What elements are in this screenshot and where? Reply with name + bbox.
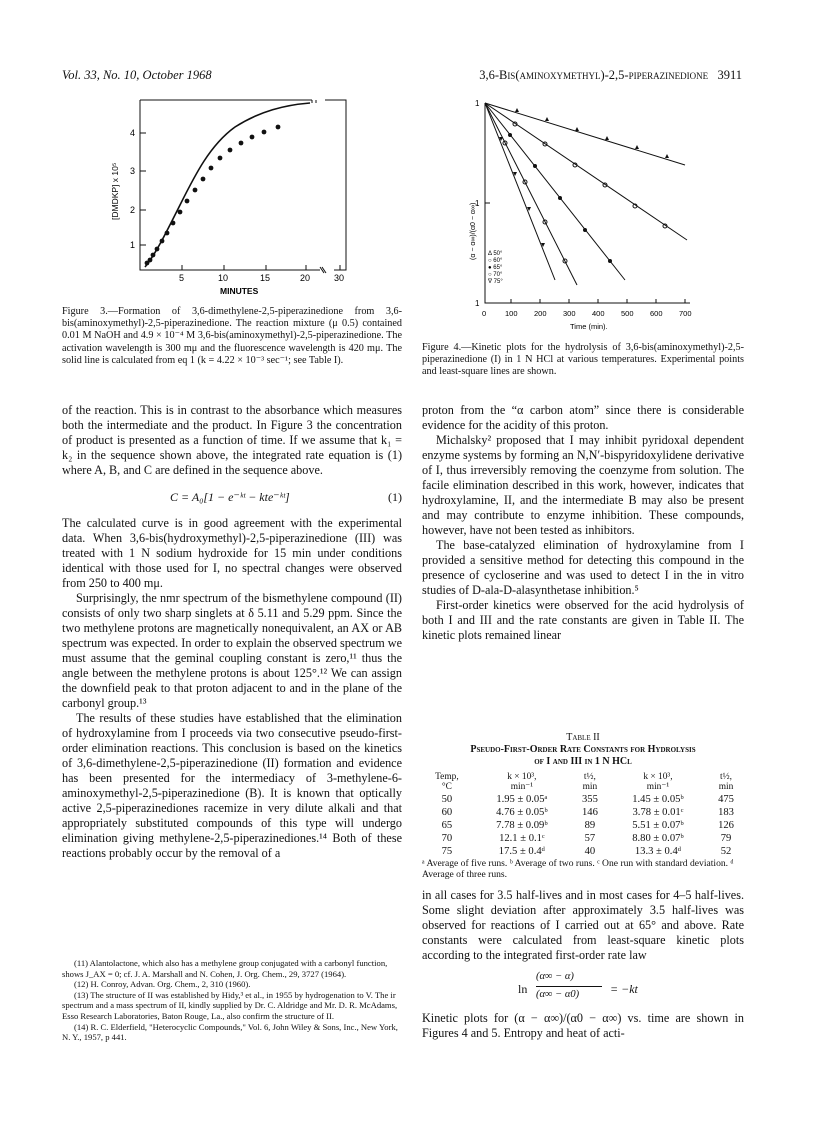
figure-4-legend [487,251,503,285]
equation-2-rhs: = −kt [610,982,638,996]
figure-4-axes [485,103,690,303]
figure-4-x-tick: 500 [621,309,634,318]
figure-4-fit-lines [485,103,687,285]
figure-3-y-tick: 3 [130,166,136,176]
figure-4-y-tick: 1 [475,299,480,308]
equation-2-fraction-bar [536,986,602,987]
body-paragraph: in all cases for 3.5 half-lives and in most cases for 4–5 half-lives. Some slight deviation after approximately 3.5 half-lives was observed for reactions of I carried out at 65° and above. Rate constants were calculated from least-square kinetic plots according to the integrated first-order rate law [422,888,744,962]
figure-4-x-tick: 700 [679,309,692,318]
figure-3-calculated-curve [145,103,310,267]
figure-3-x-tick: 15 [260,273,271,283]
equation-2-numerator: (α∞ − α) [536,971,574,982]
right-column-top [422,403,744,643]
body-paragraph: of the reaction. This is in contrast to the absorbance which measures both the intermediate and the product. In Figure 3 the concentration of product is presented as a function of time. If we assume that k₁ = k₂ in the sequence shown above, the integrated rate equation is (1) where A, B, and C are defined in the sequence above. [62,403,402,477]
figure-4-y-axis-label: (α − α∞)/(α0 − α∞) [470,202,477,260]
table-2-notes: ᵃ Average of five runs. ᵇ Average of two runs. ᶜ One run with standard deviation. ᵈ Average of three runs. [422,858,734,880]
figure-3-x-axis-label: MINUTES [220,286,259,296]
table-header-cell: t½, min [582,772,598,792]
table-row: 60 4.76 ± 0.05ᵇ 146 3.78 ± 0.01ᶜ 183 [441,807,734,818]
figure-4-x-tick: 100 [505,309,518,318]
figure-4-plot [455,95,710,335]
body-paragraph: Michalsky² proposed that I may inhibit pyridoxal dependent enzyme systems by forming an N,N′-bispyridoxylidene derivative of I, thus irreversibly removing the coenzyme from solution. The facile elimination described in this work, however, indicates that hydroxylamine, II, and the intermediate B may also be present and may contribute to enzyme inhibition. These compounds, however, have not been tested as inhibitors. [422,433,744,537]
page-number: 3911 [717,68,742,82]
table-header-cell: k × 10³, min⁻¹ [643,772,673,792]
figure-4-x-tick: 600 [650,309,663,318]
body-paragraph: The calculated curve is in good agreement with the experimental data. When 3,6-bis(hydroxymethyl)-2,5-piperazinedione (III) was treated with 1 N sodium hydroxide for 15 min under conditions identical with those used for I, no spectral changes were observed from 250 to 400 mμ. [62,516,402,590]
body-paragraph: Kinetic plots for (α − α∞)/(α0 − α∞) vs. time are shown in Figures 4 and 5. Entropy and heat of acti- [422,1011,744,1040]
table-header-row [422,771,744,793]
left-column [62,403,402,861]
figure-4-data-points [499,108,669,263]
right-column-bottom [422,888,744,1041]
table-header-cell: t½, min [718,772,734,792]
table-header-cell: k × 10³, min⁻¹ [507,772,537,792]
figure-4-legend-item: Δ 50° [488,251,503,257]
body-paragraph: proton from the “α carbon atom” since there is considerable evidence for the acidity of this proton. [422,403,744,432]
footnote: (12) H. Conroy, Advan. Org. Chem., 2, 310 (1960). [74,979,251,990]
figure-3-data-points [145,125,281,266]
figure-3-axes [140,100,346,273]
equation-2-ln: ln [518,982,528,996]
body-paragraph: The results of these studies have established that the elimination of hydroxylamine from I proceeds via two consecutive pseudo-first-order elimination reactions. This conclusion is based on the kinetics of 3,6-dimethylene-2,5-piperazinedione (II) formation and evidence has been presented for the intermediacy of 3-methylene-6-aminoxymethyl-2,5-piperazinedione (B). It is known that optically active 2,5-piperazinediones racemize in very dilute alkali and that appropriately substituted compounds of this type will undergo elimination giving methylene-2,5-piperazinediones.¹⁴ Both of these reactions probably occur by the removal of a [62,711,402,860]
footnote: (11) Alantolactone, which also has a methylene group conjugated with a carbonyl function, shows J_AX = 0; cf. J. A. Marshall and N. Cohen, J. Org. Chem., 29, 3727 (1964). [62,958,388,979]
figure-4-x-tick: 0 [482,309,487,318]
table-2-grid [422,771,744,858]
body-paragraph: The base-catalyzed elimination of hydroxylamine from I provided a sensitive method for detecting this compound in the presence of cycloserine and was used to detect I in the in vitro studies of D-ala-D-alasynthetase inhibition.⁵ [422,538,744,597]
figure-3-y-axis-label: [DMDKP] x 10⁵ [110,162,120,220]
figure-4-x-tick: 200 [534,309,547,318]
figure-3-plot [100,95,365,300]
body-paragraph: Surprisingly, the nmr spectrum of the bismethylene compound (II) consists of only two sharp singlets at δ 5.11 and 5.29 ppm. Since the two methylene protons are magnetically nonequivalent, an AX or AB spectrum was expected. In order to explain the observed spectrum we must assume that the geminal coupling constant is zero,¹¹ thus the angle between the methylene protons is about 125°.¹² We can assign the downfield peak to that proton adjacent to and in the plane of the carbonyl group.¹³ [62,591,402,710]
table-2-label: Table II [566,732,600,743]
figure-3-x-tick: 20 [300,273,311,283]
table-row: 65 7.78 ± 0.09ᵇ 89 5.51 ± 0.07ᵇ 126 [441,820,734,831]
running-header-left: Vol. 33, No. 10, October 1968 [62,68,212,82]
equation-1-number: (1) [388,490,402,504]
figure-3-x-tick: 30 [334,273,345,283]
table-2 [422,732,744,880]
figure-3-x-tick: 10 [218,273,229,283]
table-2-title: Pseudo-First-Order Rate Constants for Hydrolysis [470,744,696,755]
table-header-cell: Temp, °C [435,772,459,792]
running-header-right [422,68,742,83]
figure-3-y-tick: 4 [130,128,136,138]
figure-3-caption-box [62,306,402,367]
figure-4-x-tick: 400 [592,309,605,318]
figure-4-legend-item: ● 65° [488,265,503,271]
running-header-title: 3,6-Bis(aminoxymethyl)-2,5-piperazinedione [479,68,709,82]
figure-4-x-tick: 300 [563,309,576,318]
body-paragraph: First-order kinetics were observed for the acid hydrolysis of both I and III and the rate constants are given in Table II. The kinetic plots remained linear [422,598,744,642]
table-row: 50 1.95 ± 0.05ᵃ 355 1.45 ± 0.05ᵇ 475 [441,794,734,805]
equation-1 [62,484,402,514]
equation-1-body: C = A₀[1 − e⁻ᵏᵗ − kte⁻ᵏᵗ] [170,490,290,504]
figure-4-x-axis-label: Time (min). [570,322,608,331]
figure-4-y-tick: 1 [475,99,480,108]
figure-4-legend-item: ∇ 75° [488,279,503,285]
figure-3-x-tick: 5 [179,273,185,283]
equation-2 [422,969,744,1007]
footnotes [62,958,402,1043]
figure-3-caption: Figure 3.—Formation of 3,6-dimethylene-2,5-piperazinedione from 3,6-bis(aminoxymethyl)-2,5-piperazinedione. The reaction mixture (μ 0.5) contained 0.01 M NaOH and 4.9 × 10⁻⁴ M 3,6-bis(aminoxymethyl)-2,5-piperazinedione. The activation wavelength is 300 mμ and the fluorescence wavelength is 420 mμ. The solid line is calculated from eq 1 (k = 4.22 × 10⁻³ sec⁻¹; see Table I). [62,306,402,366]
figure-4-legend-item: ○ 70° [488,272,503,278]
figure-3-y-tick: 2 [130,205,136,215]
footnote: (14) R. C. Elderfield, "Heterocyclic Compounds," Vol. 6, John Wiley & Sons, Inc., New York, N. Y., 1957, p 441. [62,1021,398,1043]
table-row: 70 12.1 ± 0.1ᶜ 57 8.80 ± 0.07ᵇ 79 [441,833,732,844]
figure-4-y-tick: 1 [475,199,480,208]
figure-4-legend-item: ○ 60° [488,258,503,264]
table-2-subtitle: of I and III in 1 N HCl [534,756,632,767]
figure-4-caption: Figure 4.—Kinetic plots for the hydrolysis of 3,6-bis(aminoxymethyl)-2,5-piperazinedione (I) in 1 N HCl at various temperatures. Experimental points and least-square lines are shown. [422,342,744,378]
figure-3-y-tick: 1 [130,240,136,250]
footnote: (13) The structure of II was established by Hidy,³ et al., in 1955 by hydrogenation to V. The ir spectrum and a mass spectrum of II, kindly supplied by Dr. C. Aldridge and Mr. D. R. McAdams, Esso Research Laboratories, Baton Rouge, La., also confirm the structure of II. [62,989,398,1021]
table-row: 75 17.5 ± 0.4ᵈ 40 13.3 ± 0.4ᵈ 52 [441,846,732,857]
figure-4-caption-box [422,342,744,379]
equation-2-denominator: (α∞ − α0) [536,989,580,1000]
